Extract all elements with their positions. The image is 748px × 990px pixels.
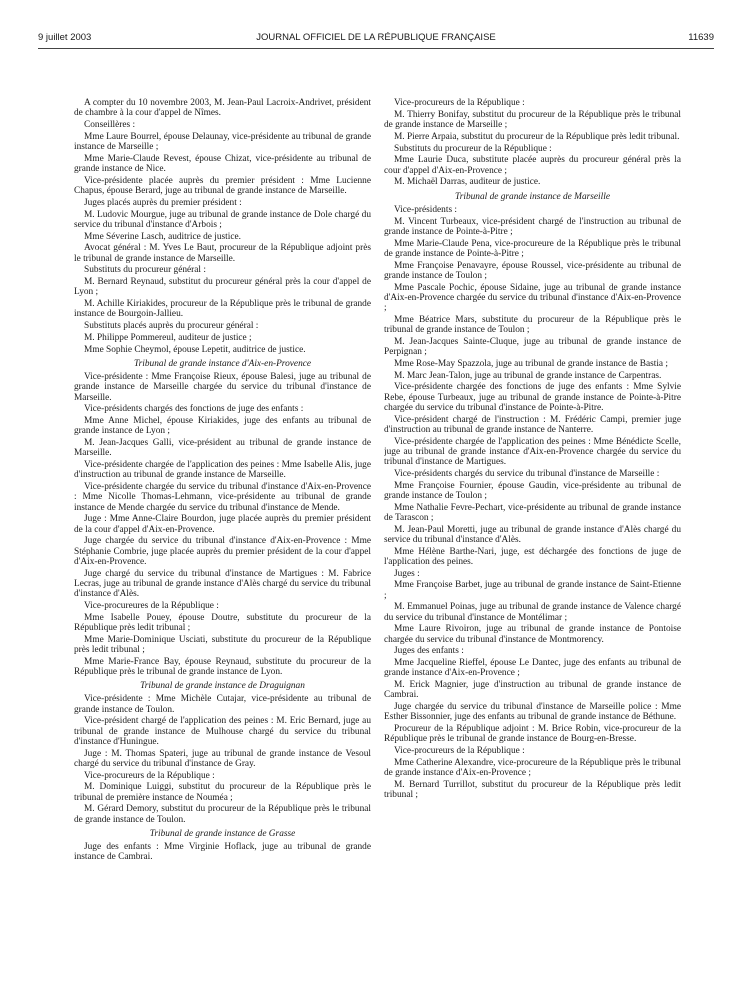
- paragraph: Vice-présidente placée auprès du premier président : Mme Lucienne Chapus, épouse Berard, juge au tribunal de grande instance de Marseille.: [74, 175, 371, 196]
- paragraph: Mme Pascale Pochic, épouse Sidaine, juge au tribunal de grande instance d'Aix-en-Provence chargée du service du tribunal d'instance d'Aix-en-Provence ;: [384, 282, 681, 313]
- paragraph: Mme Béatrice Mars, substitute du procureur de la République près le tribunal de grande instance de Toulon ;: [384, 314, 681, 335]
- paragraph: Vice-présidente chargée des fonctions de juge des enfants : Mme Sylvie Rebe, épouse Turbeaux, juge au tribunal de grande instance de Pointe-à-Pitre chargée du service du tribunal d'instance de Pointe-à-Pitre.: [384, 382, 681, 413]
- paragraph: Vice-procureurs de la République :: [394, 746, 525, 756]
- paragraph: Juge : Mme Anne-Claire Bourdon, juge placée auprès du premier président de la cour d'appel d'Aix-en-Provence.: [74, 514, 371, 535]
- paragraph: Juges :: [394, 568, 420, 579]
- paragraph: Juge des enfants : Mme Virginie Hoflack, juge au tribunal de grande instance de Cambrai.: [74, 842, 371, 863]
- paragraph: M. Jean-Jacques Sainte-Cluque, juge au tribunal de grande instance de Perpignan ;: [384, 336, 681, 357]
- paragraph: Substituts du procureur général :: [84, 265, 206, 276]
- journal-title: JOURNAL OFFICIEL DE LA RÉPUBLIQUE FRANÇAISE: [256, 32, 496, 43]
- paragraph: Vice-procureurs de la République :: [394, 98, 525, 108]
- paragraph: M. Emmanuel Poinas, juge au tribunal de grande instance de Valence chargé du service du tribunal d'instance de Montélimar ;: [384, 602, 681, 623]
- paragraph: Mme Séverine Lasch, auditrice de justice.: [84, 231, 241, 242]
- paragraph: M. Philippe Pommereul, auditeur de justice ;: [84, 332, 252, 343]
- paragraph: M. Gérard Demory, substitut du procureur de la République près le tribunal de grande instance de Toulon.: [74, 804, 371, 825]
- paragraph: M. Bernard Turrillot, substitut du procureur de la République près ledit tribunal ;: [384, 779, 681, 800]
- paragraph: Juge chargé du service du tribunal d'instance de Martigues : M. Fabrice Lecras, juge au tribunal de grande instance d'Alès chargé du service du tribunal d'instance d'Alès.: [74, 568, 371, 599]
- paragraph: M. Ludovic Mourgue, juge au tribunal de grande instance de Dole chargé du service du tribunal d'instance d'Arbois ;: [74, 209, 371, 230]
- paragraph: Mme Anne Michel, épouse Kiriakides, juge des enfants au tribunal de grande instance de Lyon ;: [74, 416, 371, 437]
- left-column: [74, 98, 371, 974]
- paragraph: Substituts du procureur de la République :: [394, 143, 552, 154]
- paragraph: Vice-présidente chargée du service du tribunal d'instance d'Aix-en-Provence : Mme Nicolle Thomas-Lehmann, vice-présidente au tribunal de grande instance de Mende chargée du service du tribunal d'instance de Mende.: [74, 482, 371, 513]
- page-number: 11639: [688, 32, 714, 43]
- paragraph: M. Marc Jean-Talon, juge au tribunal de grande instance de Carpentras.: [394, 370, 662, 381]
- section-heading: Tribunal de grande instance de Grasse: [149, 828, 296, 839]
- paragraph: M. Bernard Reynaud, substitut du procureur général près la cour d'appel de Lyon ;: [74, 277, 371, 298]
- paragraph: M. Vincent Turbeaux, vice-président chargé de l'instruction au tribunal de grande instance de Pointe-à-Pitre ;: [384, 216, 681, 237]
- paragraph: Vice-président chargé de l'instruction : M. Frédéric Campi, premier juge d'instruction au tribunal de grande instance de Nanterre.: [384, 414, 681, 435]
- paragraph: Mme Sophie Cheymol, épouse Lepetit, auditrice de justice.: [84, 344, 306, 355]
- paragraph: Juges des enfants :: [394, 646, 464, 657]
- paragraph: Vice-présidents :: [394, 204, 458, 215]
- paragraph: Vice-procureures de la République :: [84, 600, 219, 611]
- paragraph: M. Thierry Bonifay, substitut du procureur de la République près le tribunal de grande instance de Marseille ;: [384, 109, 681, 130]
- paragraph: Mme Marie-Claude Revest, épouse Chizat, vice-présidente au tribunal de grande instance de Nice.: [74, 153, 371, 174]
- paragraph: M. Erick Magnier, juge d'instruction au tribunal de grande instance de Cambrai.: [384, 680, 681, 701]
- section-heading: Tribunal de grande instance de Marseille: [455, 191, 610, 202]
- paragraph: Mme Marie-France Bay, épouse Reynaud, substitute du procureur de la République près le tribunal de grande instance de Lyon.: [74, 656, 371, 677]
- section-heading: Tribunal de grande instance de Draguignan: [140, 681, 305, 691]
- paragraph: Mme Laurie Duca, substitute placée auprès du procureur général près la cour d'appel d'Aix-en-Provence ;: [384, 155, 681, 176]
- right-column: [384, 98, 681, 974]
- paragraph: Mme Laure Rivoiron, juge au tribunal de grande instance de Pontoise chargée du service du tribunal d'instance de Montmorency.: [384, 624, 681, 645]
- paragraph: Vice-procureurs de la République :: [84, 770, 215, 781]
- paragraph: Mme Françoise Barbet, juge au tribunal de grande instance de Saint-Etienne ;: [384, 580, 681, 601]
- paragraph: Mme Jacqueline Rieffel, épouse Le Dantec, juge des enfants au tribunal de grande instance d'Aix-en-Provence ;: [384, 658, 681, 679]
- paragraph: M. Jean-Paul Moretti, juge au tribunal de grande instance d'Alès chargé du service du tribunal d'instance d'Alès.: [384, 524, 681, 545]
- paragraph: M. Pierre Arpaia, substitut du procureur de la République près ledit tribunal.: [394, 131, 680, 142]
- page-header: [38, 32, 714, 46]
- paragraph: Avocat général : M. Yves Le Baut, procureur de la République adjoint près le tribunal de grande instance de Marseille.: [74, 243, 371, 264]
- paragraph: Mme Marie-Claude Pena, vice-procureure de la République près le tribunal de grande instance de Pointe-à-Pitre ;: [384, 238, 681, 259]
- paragraph: Mme Françoise Penavayre, épouse Roussel, vice-présidente au tribunal de grande instance de Toulon ;: [384, 260, 681, 281]
- paragraph: M. Achille Kiriakides, procureur de la République près le tribunal de grande instance de Bourgoin-Jallieu.: [74, 299, 371, 320]
- paragraph: Substituts placés auprès du procureur général :: [84, 321, 259, 331]
- paragraph: Mme Marie-Dominique Usciati, substitute du procureur de la République près ledit tribunal ;: [74, 634, 371, 655]
- paragraph: Vice-président chargé de l'application des peines : M. Eric Bernard, juge au tribunal de grande instance de Mulhouse chargé du service du tribunal d'instance d'Huningue.: [74, 716, 371, 747]
- paragraph: Mme Hélène Barthe-Nari, juge, est déchargée des fonctions de juge de l'application des peines.: [384, 546, 681, 567]
- paragraph: Vice-présidente : Mme Michèle Cutajar, vice-présidente au tribunal de grande instance de Toulon.: [74, 694, 371, 715]
- issue-date: 9 juillet 2003: [38, 32, 92, 43]
- paragraph: M. Jean-Jacques Galli, vice-président au tribunal de grande instance de Marseille.: [74, 438, 371, 459]
- paragraph: Procureur de la République adjoint : M. Brice Robin, vice-procureur de la République près le tribunal de grande instance de Bourg-en-Bresse.: [384, 724, 681, 745]
- paragraph: Mme Isabelle Pouey, épouse Doutre, substitute du procureur de la République près ledit tribunal ;: [74, 612, 371, 633]
- header-rule: [38, 48, 714, 49]
- paragraph: Vice-présidente chargée de l'application des peines : Mme Isabelle Alis, juge d'instruction au tribunal de grande instance de Marseille.: [74, 460, 371, 481]
- paragraph: Mme Catherine Alexandre, vice-procureure de la République près le tribunal de grande instance d'Aix-en-Provence ;: [384, 757, 681, 778]
- paragraph: Juges placés auprès du premier président :: [84, 197, 242, 208]
- paragraph: Juge : M. Thomas Spateri, juge au tribunal de grande instance de Vesoul chargé du service du tribunal d'instance de Gray.: [74, 748, 371, 769]
- section-heading: Tribunal de grande instance d'Aix-en-Provence: [133, 358, 312, 369]
- paragraph: Mme Rose-May Spazzola, juge au tribunal de grande instance de Bastia ;: [394, 358, 668, 369]
- paragraph: Mme Laure Bourrel, épouse Delaunay, vice-présidente au tribunal de grande instance de Marseille ;: [74, 131, 371, 152]
- paragraph: M. Michaël Darras, auditeur de justice.: [394, 177, 541, 188]
- paragraph: M. Dominique Luiggi, substitut du procureur de la République près le tribunal de première instance de Nouméa ;: [74, 782, 371, 803]
- paragraph: Juge chargée du service du tribunal d'instance d'Aix-en-Provence : Mme Stéphanie Combrie, juge placée auprès du premier président de la cour d'appel d'Aix-en-Provence.: [74, 536, 371, 567]
- paragraph: Vice-présidente : Mme Françoise Rieux, épouse Balesi, juge au tribunal de grande instance de Marseille chargée du service du tribunal d'instance de Marseille.: [74, 372, 371, 403]
- paragraph: Mme Françoise Fournier, épouse Gaudin, vice-présidente au tribunal de grande instance de Toulon ;: [384, 480, 681, 501]
- paragraph: A compter du 10 novembre 2003, M. Jean-Paul Lacroix-Andrivet, président de chambre à la cour d'appel de Nîmes.: [74, 98, 371, 119]
- paragraph: Juge chargée du service du tribunal d'instance de Marseille police : Mme Esther Bissonnier, juge des enfants au tribunal de grande instance de Béthune.: [384, 702, 681, 723]
- paragraph: Vice-présidents chargés du service du tribunal d'instance de Marseille :: [394, 468, 660, 479]
- paragraph: Conseillères :: [84, 120, 136, 130]
- paragraph: Vice-présidents chargés des fonctions de juge des enfants :: [84, 404, 304, 415]
- paragraph: Mme Nathalie Fevre-Pechart, vice-présidente au tribunal de grande instance de Tarascon ;: [384, 502, 681, 523]
- paragraph: Vice-présidente chargée de l'application des peines : Mme Bénédicte Scelle, juge au tribunal de grande instance d'Aix-en-Provence chargée du service du tribunal d'instance de Martigues.: [384, 436, 681, 467]
